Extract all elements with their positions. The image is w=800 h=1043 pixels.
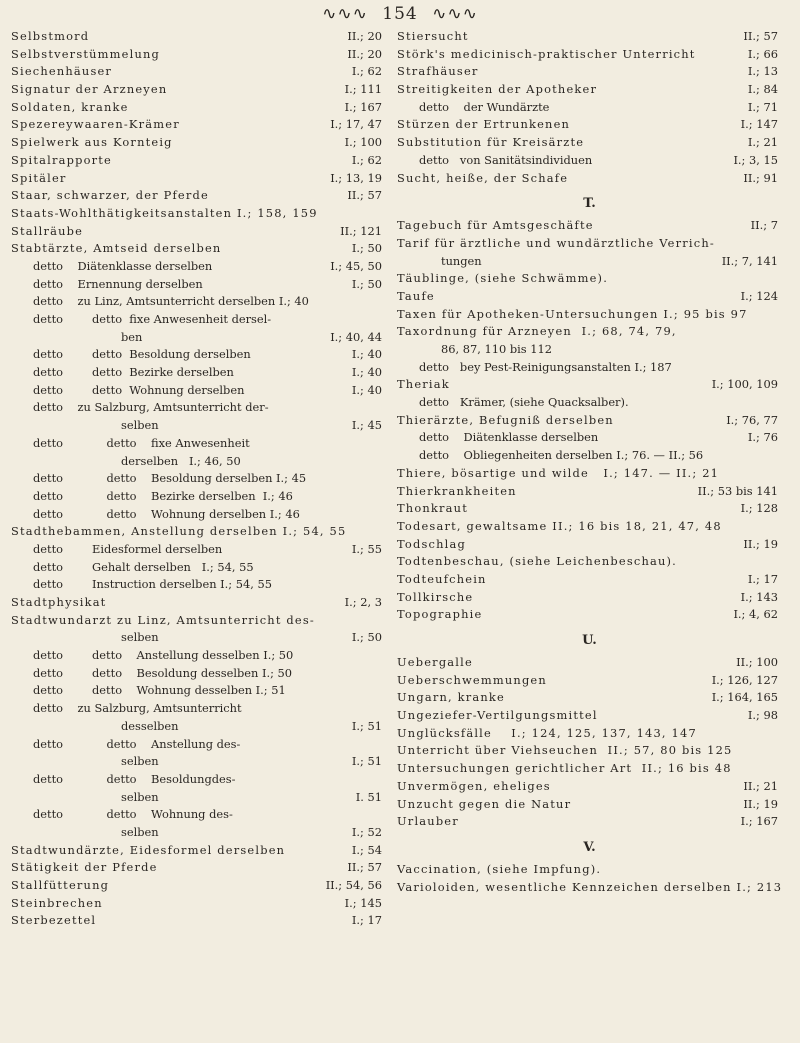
entry-term: Uebergalle <box>397 655 473 669</box>
entry-reference: I.; 164, 165 <box>711 690 778 705</box>
entry-reference: I.; 126, 127 <box>711 672 778 687</box>
entry-term: Selbstmord <box>11 29 90 43</box>
entry-reference: I.; 45, 50 <box>330 258 382 273</box>
entry-reference: I.; 40, 44 <box>330 329 382 344</box>
index-entry <box>11 700 386 718</box>
index-entry <box>397 81 782 99</box>
entry-reference: I.; 71 <box>747 99 778 114</box>
index-entry <box>397 861 782 879</box>
index-entry <box>11 329 386 347</box>
entry-reference: I.; 21 <box>747 135 778 150</box>
entry-reference: I.; 45 <box>351 418 382 433</box>
index-entry <box>11 63 386 81</box>
entry-term: Taufe <box>397 288 435 303</box>
index-entry <box>397 116 782 134</box>
entry-term: Stiersucht <box>397 29 469 43</box>
entry-reference: II.; 100 <box>736 655 778 669</box>
entry-term: Todesart, gewaltsame II.; 16 bis 18, 21, 47, 48 <box>397 518 722 533</box>
entry-term: selben <box>121 630 159 645</box>
index-entry <box>11 594 386 612</box>
entry-term: detto detto Bezirke derselben <box>33 365 234 380</box>
index-entry <box>397 170 782 188</box>
index-entry <box>11 152 386 170</box>
entry-reference: I.; 100, 109 <box>711 377 778 392</box>
entry-term: Thierkrankheiten <box>397 483 517 498</box>
entry-term: detto bey Pest-Reinigungsanstalten I.; 187 <box>419 359 672 374</box>
index-entry <box>11 665 386 683</box>
index-column-right <box>397 28 782 896</box>
index-entry <box>11 293 386 311</box>
index-entry <box>397 288 782 306</box>
entry-term: derselben I.; 46, 50 <box>121 453 241 468</box>
index-entry <box>397 270 782 288</box>
entry-term: Staar, schwarzer, der Pferde <box>11 188 209 203</box>
index-entry <box>11 771 386 789</box>
entry-reference: II.; 20 <box>347 46 382 61</box>
entry-term: Spitalrapporte <box>11 152 112 167</box>
entry-term: Untersuchungen gerichtlicher Art II.; 16 bis 48 <box>397 761 732 776</box>
index-entry <box>397 813 782 831</box>
entry-term: Vaccination, (siehe Impfung). <box>397 861 602 876</box>
index-entry <box>397 465 782 483</box>
entry-term: detto detto Wohnung desselben I.; 51 <box>33 683 286 698</box>
index-entry <box>11 877 386 895</box>
index-entry <box>11 258 386 276</box>
index-entry <box>11 46 386 64</box>
index-entry <box>11 753 386 771</box>
index-entry <box>11 399 386 417</box>
index-entry <box>11 382 386 400</box>
index-entry <box>11 541 386 559</box>
entry-term: Staats-Wohlthätigkeitsanstalten I.; 158, 159 <box>11 205 318 220</box>
entry-term: Urlauber <box>397 814 459 829</box>
index-entry <box>397 99 782 117</box>
ornament-left: ∿∿∿ <box>322 4 368 24</box>
entry-term: detto detto Bezirke derselben I.; 46 <box>33 488 293 503</box>
index-entry <box>397 500 782 518</box>
entry-reference: II.; 57 <box>347 860 382 875</box>
entry-reference: I.; 52 <box>351 824 382 839</box>
index-entry <box>11 364 386 382</box>
entry-term: tungen <box>441 253 482 268</box>
entry-term: Tollkirsche <box>397 589 474 604</box>
entry-term: detto detto Wohnung derselben <box>33 382 245 397</box>
entry-term: selben <box>121 824 159 839</box>
index-entry <box>11 311 386 329</box>
index-entry <box>11 859 386 877</box>
entry-term: Unzucht gegen die Natur <box>397 796 572 811</box>
entry-reference: I.; 4, 62 <box>733 607 778 622</box>
entry-reference: I.; 51 <box>351 754 382 769</box>
entry-reference: I.; 40 <box>351 347 382 362</box>
entry-term: detto Diätenklasse derselben <box>419 430 599 445</box>
entry-term: Stätigkeit der Pferde <box>11 860 158 875</box>
entry-reference: I.; 98 <box>747 708 778 723</box>
entry-term: Thierärzte, Befugniß derselben <box>397 412 614 427</box>
index-entry <box>11 789 386 807</box>
entry-reference: I.; 17 <box>747 571 778 586</box>
entry-term: detto Obliegenheiten derselben I.; 76. — II.; 56 <box>419 448 704 463</box>
entry-term: Thonkraut <box>397 501 468 516</box>
entry-term: Stallfütterung <box>11 878 110 892</box>
entry-term: Stürzen der Ertrunkenen <box>397 117 571 132</box>
entry-reference: I.; 84 <box>747 82 778 97</box>
index-entry <box>11 240 386 258</box>
index-entry <box>397 553 782 571</box>
entry-term: detto Ernennung derselben <box>33 276 203 291</box>
entry-reference: II.; 54, 56 <box>325 878 382 892</box>
entry-reference: I.; 55 <box>351 541 382 556</box>
index-entry <box>11 276 386 294</box>
entry-reference: I.; 17, 47 <box>330 117 382 132</box>
index-entry <box>397 778 782 796</box>
index-entry <box>11 824 386 842</box>
index-entry <box>397 63 782 81</box>
entry-term: Störk's medicinisch-praktischer Unterricht <box>397 46 696 61</box>
entry-term: detto detto Anstellung des- <box>33 736 241 751</box>
index-entry <box>11 116 386 134</box>
entry-term: Spielwerk aus Kornteig <box>11 135 173 150</box>
index-entry <box>11 806 386 824</box>
entry-reference: I.; 13, 19 <box>330 170 382 185</box>
entry-term: Topographie <box>397 607 483 622</box>
entry-term: Spitäler <box>11 170 67 185</box>
entry-reference: I.; 50 <box>351 241 382 256</box>
entry-term: Selbstverstümmelung <box>11 46 161 61</box>
entry-term: selben <box>121 418 159 433</box>
entry-term: detto detto Wohnung derselben I.; 46 <box>33 506 300 521</box>
index-entry <box>397 654 782 672</box>
index-entry <box>397 323 782 341</box>
index-entry <box>11 134 386 152</box>
index-entry <box>397 217 782 235</box>
index-entry <box>11 506 386 524</box>
entry-reference: I.; 62 <box>351 152 382 167</box>
entry-term: detto detto Besoldung derselben I.; 45 <box>33 471 307 486</box>
entry-term: Sterbezettel <box>11 913 97 928</box>
entry-reference: I.; 167 <box>740 814 778 829</box>
entry-term: Todteufchein <box>397 571 487 586</box>
entry-term: selben <box>121 754 159 769</box>
entry-reference: II.; 57 <box>347 188 382 203</box>
section-letter: U. <box>582 633 597 648</box>
entry-reference: I.; 13 <box>747 64 778 79</box>
index-entry <box>397 253 782 271</box>
entry-reference: II.; 7, 141 <box>721 253 778 268</box>
index-entry <box>397 134 782 152</box>
index-entry <box>397 571 782 589</box>
ornament-right: ∿∿∿ <box>432 4 478 24</box>
index-entry <box>397 796 782 814</box>
entry-term: ben <box>121 329 143 344</box>
entry-term: detto detto fixe Anwesenheit <box>33 435 250 450</box>
entry-reference: II.; 21 <box>743 778 778 793</box>
entry-reference: II.; 19 <box>743 536 778 551</box>
entry-reference: II.; 7 <box>750 218 778 233</box>
index-entry <box>397 394 782 412</box>
index-entry <box>11 81 386 99</box>
entry-term: detto zu Salzburg, Amtsunterricht <box>33 701 242 716</box>
entry-reference: I.; 50 <box>351 276 382 291</box>
index-entry <box>11 647 386 665</box>
entry-term: Streitigkeiten der Apotheker <box>397 82 598 97</box>
index-entry <box>11 470 386 488</box>
entry-term: Thiere, bösartige und wilde I.; 147. — II.; 21 <box>397 465 720 480</box>
index-entry <box>11 28 386 46</box>
entry-term: Signatur der Arzneyen <box>11 82 168 97</box>
entry-term: Todschlag <box>397 536 466 551</box>
index-entry <box>397 376 782 394</box>
index-entry <box>11 170 386 188</box>
entry-term: detto detto Besoldungdes- <box>33 771 236 786</box>
entry-reference: I.; 167 <box>344 99 382 114</box>
index-entry <box>11 612 386 630</box>
entry-reference: I.; 76, 77 <box>726 412 778 427</box>
index-entry <box>397 429 782 447</box>
entry-reference: I.; 3, 15 <box>733 152 778 167</box>
index-entry <box>11 346 386 364</box>
entry-reference: II.; 20 <box>347 29 382 43</box>
entry-reference: I.; 66 <box>747 46 778 61</box>
entry-reference: I. 51 <box>355 789 382 804</box>
entry-term: Substitution für Kreisärzte <box>397 135 585 150</box>
entry-reference: II.; 57 <box>743 29 778 43</box>
entry-reference: I.; 128 <box>740 501 778 516</box>
index-entry <box>11 523 386 541</box>
entry-term: detto detto Wohnung des- <box>33 807 233 822</box>
page-header <box>0 4 800 24</box>
entry-term: Täublinge, (siehe Schwämme). <box>397 271 609 286</box>
entry-term: detto Gehalt derselben I.; 54, 55 <box>33 559 254 574</box>
index-entry <box>397 341 782 359</box>
entry-term: Tarif für ärztliche und wundärztliche Verrich- <box>397 235 715 250</box>
entry-term: Strafhäuser <box>397 64 479 79</box>
entry-term: 86, 87, 110 bis 112 <box>441 342 552 356</box>
index-entry <box>11 559 386 577</box>
entry-reference: II.; 91 <box>743 170 778 185</box>
index-entry <box>11 223 386 241</box>
index-entry <box>11 417 386 435</box>
index-entry <box>397 536 782 554</box>
entry-term: Ueberschwemmungen <box>397 672 547 687</box>
index-entry <box>397 689 782 707</box>
entry-reference: I.; 143 <box>740 589 778 604</box>
entry-term: Ungarn, kranke <box>397 690 505 705</box>
entry-term: Tagebuch für Amtsgeschäfte <box>397 218 594 233</box>
entry-term: selben <box>121 789 159 804</box>
entry-term: Todtenbeschau, (siehe Leichenbeschau). <box>397 554 677 569</box>
index-entry <box>11 205 386 223</box>
entry-term: desselben <box>121 718 179 733</box>
entry-reference: I.; 145 <box>344 895 382 910</box>
entry-reference: II.; 121 <box>340 223 382 238</box>
index-entry <box>11 842 386 860</box>
index-entry <box>11 912 386 930</box>
entry-term: Siechenhäuser <box>11 64 113 79</box>
index-column-left <box>11 28 386 930</box>
entry-term: Soldaten, kranke <box>11 99 129 114</box>
index-entry <box>397 28 782 46</box>
index-entry <box>11 435 386 453</box>
entry-term: Taxen für Apotheken-Untersuchungen I.; 95 bis 97 <box>397 306 748 321</box>
entry-reference: II.; 53 bis 141 <box>697 483 778 498</box>
entry-term: Sucht, heiße, der Schafe <box>397 170 569 185</box>
entry-reference: I.; 17 <box>351 913 382 928</box>
index-entry <box>397 606 782 624</box>
index-entry <box>11 576 386 594</box>
entry-term: detto detto fixe Anwesenheit dersel- <box>33 312 272 326</box>
index-entry <box>397 235 782 253</box>
entry-reference: I.; 124 <box>740 288 778 303</box>
index-entry <box>397 742 782 760</box>
entry-reference: I.; 54 <box>351 842 382 857</box>
index-entry <box>11 488 386 506</box>
index-entry <box>397 483 782 501</box>
entry-term: detto der Wundärzte <box>419 99 550 114</box>
entry-term: Theriak <box>397 377 450 392</box>
entry-reference: I.; 111 <box>344 82 382 97</box>
index-entry <box>397 760 782 778</box>
index-entry <box>11 682 386 700</box>
index-entry <box>11 187 386 205</box>
entry-term: Unterricht über Viehseuchen II.; 57, 80 bis 125 <box>397 743 733 758</box>
entry-term: detto zu Linz, Amtsunterricht derselben I.; 40 <box>33 294 309 309</box>
entry-term: detto Instruction derselben I.; 54, 55 <box>33 577 272 592</box>
entry-term: detto Krämer, (siehe Quacksalber). <box>419 395 629 410</box>
index-entry <box>397 359 782 377</box>
entry-reference: I.; 147 <box>740 117 778 132</box>
entry-term: Stabtärzte, Amtseid derselben <box>11 241 222 256</box>
entry-reference: I.; 40 <box>351 382 382 397</box>
index-entry <box>11 453 386 471</box>
index-entry <box>397 672 782 690</box>
index-entry <box>397 152 782 170</box>
index-entry <box>11 895 386 913</box>
entry-term: Spezereywaaren-Krämer <box>11 117 180 132</box>
index-entry <box>397 46 782 64</box>
entry-reference: I.; 100 <box>344 135 382 150</box>
entry-term: Stadtphysikat <box>11 595 107 609</box>
entry-term: detto Diätenklasse derselben <box>33 258 213 273</box>
index-entry <box>397 879 782 897</box>
entry-term: Unvermögen, eheliges <box>397 778 551 793</box>
page-number: 154 <box>382 4 418 24</box>
entry-term: Stallräube <box>11 223 84 238</box>
index-entry <box>397 306 782 324</box>
entry-term: Stadtwundärzte, Eidesformel derselben <box>11 842 286 857</box>
entry-term: detto detto Besoldung derselben <box>33 347 251 362</box>
entry-reference: I.; 62 <box>351 64 382 79</box>
entry-term: Steinbrechen <box>11 895 103 910</box>
entry-term: detto zu Salzburg, Amtsunterricht der- <box>33 400 269 415</box>
entry-reference: I.; 2, 3 <box>344 595 382 609</box>
index-entry <box>397 518 782 536</box>
entry-term: Stadtwundarzt zu Linz, Amtsunterricht des- <box>11 612 315 627</box>
entry-term: detto Eidesformel derselben <box>33 541 223 556</box>
entry-reference: II.; 19 <box>743 796 778 811</box>
index-entry <box>397 447 782 465</box>
entry-term: Ungeziefer-Vertilgungsmittel <box>397 708 598 723</box>
entry-reference: I.; 40 <box>351 365 382 380</box>
index-entry <box>11 736 386 754</box>
index-entry <box>11 718 386 736</box>
entry-term: detto von Sanitätsindividuen <box>419 152 593 167</box>
index-entry <box>397 725 782 743</box>
index-entry <box>11 99 386 117</box>
index-entry <box>397 589 782 607</box>
section-letter: T. <box>583 196 596 212</box>
entry-term: Stadthebammen, Anstellung derselben I.; 54, 55 <box>11 524 347 539</box>
entry-reference: I.; 76 <box>747 430 778 445</box>
entry-term: detto detto Anstellung desselben I.; 50 <box>33 648 294 663</box>
entry-term: Unglücksfälle I.; 124, 125, 137, 143, 147 <box>397 725 697 740</box>
entry-term: detto detto Besoldung desselben I.; 50 <box>33 665 293 680</box>
entry-reference: I.; 51 <box>351 718 382 733</box>
section-letter: V. <box>583 839 596 855</box>
index-entry <box>397 412 782 430</box>
entry-term: Taxordnung für Arzneyen I.; 68, 74, 79, <box>397 324 677 339</box>
entry-term: Varioloiden, wesentliche Kennzeichen derselben I.; 213 <box>397 879 783 894</box>
index-entry <box>11 629 386 647</box>
index-entry <box>397 707 782 725</box>
entry-reference: I.; 50 <box>351 630 382 645</box>
